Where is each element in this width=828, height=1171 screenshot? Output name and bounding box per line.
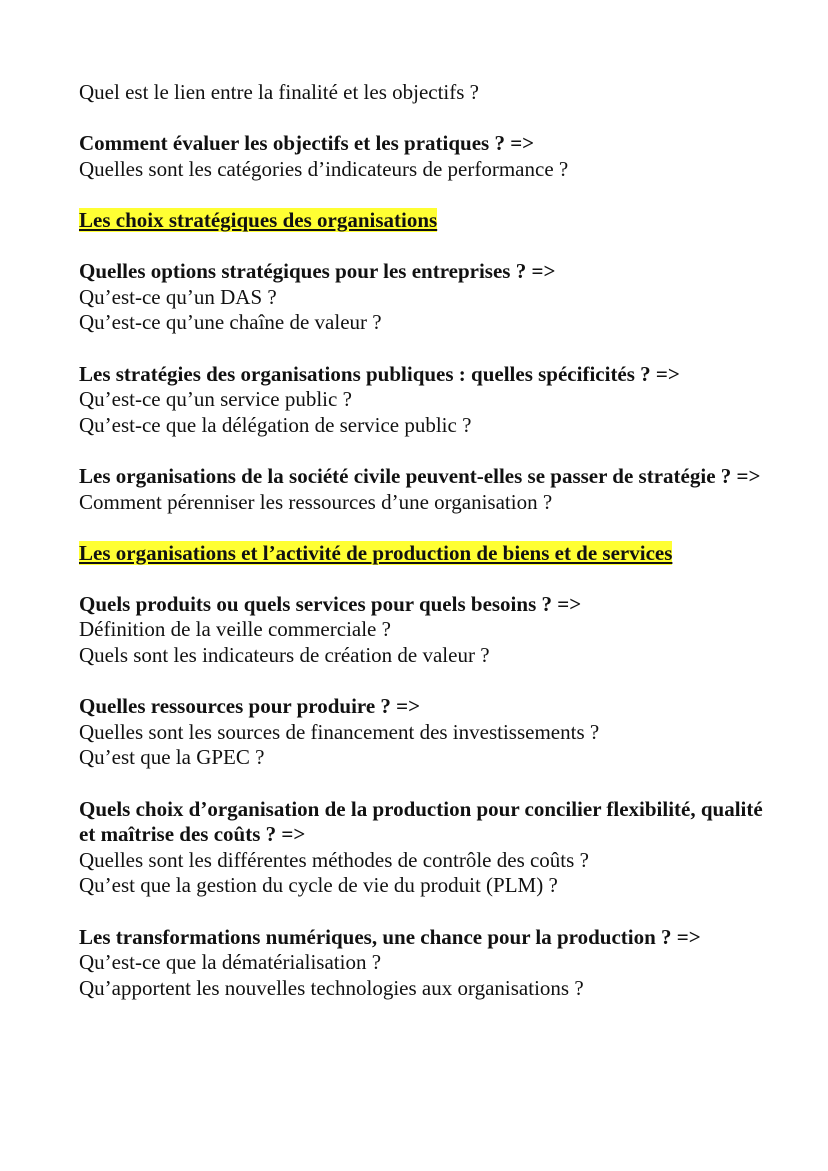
strategic-options-block	[79, 259, 779, 336]
production-organization-block	[79, 797, 779, 899]
section-heading-production: Les organisations et l’activité de production de biens et de services	[79, 540, 673, 565]
sub-question: Qu’est-ce que la dématérialisation ?	[79, 950, 382, 975]
question-heading: Quelles options stratégiques pour les entreprises ? =>	[79, 259, 556, 284]
question-heading: Les organisations de la société civile peuvent-elles se passer de stratégie ? =>	[79, 463, 761, 488]
document-page	[79, 80, 779, 1027]
sub-question: Qu’est-ce que la délégation de service public ?	[79, 412, 472, 437]
public-organizations-block	[79, 362, 779, 439]
sub-question: Qu’apportent les nouvelles technologies aux organisations ?	[79, 975, 584, 1000]
resources-block	[79, 694, 779, 771]
sub-question: Qu’est-ce qu’un service public ?	[79, 387, 352, 412]
sub-question: Qu’est que la GPEC ?	[79, 745, 265, 770]
question-heading: Comment évaluer les objectifs et les pratiques ? =>	[79, 131, 535, 156]
products-services-block	[79, 592, 779, 669]
sub-question: Qu’est-ce qu’une chaîne de valeur ?	[79, 310, 382, 335]
sub-question: Qu’est que la gestion du cycle de vie du produit (PLM) ?	[79, 873, 558, 898]
sub-question: Définition de la veille commerciale ?	[79, 617, 391, 642]
question-heading: Les transformations numériques, une chance pour la production ? =>	[79, 924, 701, 949]
sub-question: Quelles sont les sources de financement des investissements ?	[79, 719, 600, 744]
civil-society-block	[79, 464, 779, 515]
section-heading-block	[79, 208, 779, 234]
intro-question: Quel est le lien entre la finalité et les objectifs ?	[79, 80, 480, 104]
sub-question: Quelles sont les différentes méthodes de contrôle des coûts ?	[79, 847, 589, 872]
section-heading-strategic-choices: Les choix stratégiques des organisations	[79, 207, 438, 232]
question-heading: Quels produits ou quels services pour quels besoins ? =>	[79, 591, 582, 616]
question-heading: Les stratégies des organisations publiques : quelles spécificités ? =>	[79, 361, 680, 386]
intro-block	[79, 80, 779, 106]
sub-question: Qu’est-ce qu’un DAS ?	[79, 284, 277, 309]
section-heading-block	[79, 541, 779, 567]
evaluation-block	[79, 131, 779, 182]
digital-transformation-block	[79, 925, 779, 1002]
question-heading: Quels choix d’organisation de la production pour concilier flexibilité, qualité et maîtrise des coûts ? =>	[79, 796, 763, 847]
sub-question: Quelles sont les catégories d’indicateurs de performance ?	[79, 156, 569, 181]
sub-question: Quels sont les indicateurs de création de valeur ?	[79, 643, 490, 668]
sub-question: Comment pérenniser les ressources d’une organisation ?	[79, 489, 553, 514]
question-heading: Quelles ressources pour produire ? =>	[79, 694, 421, 719]
